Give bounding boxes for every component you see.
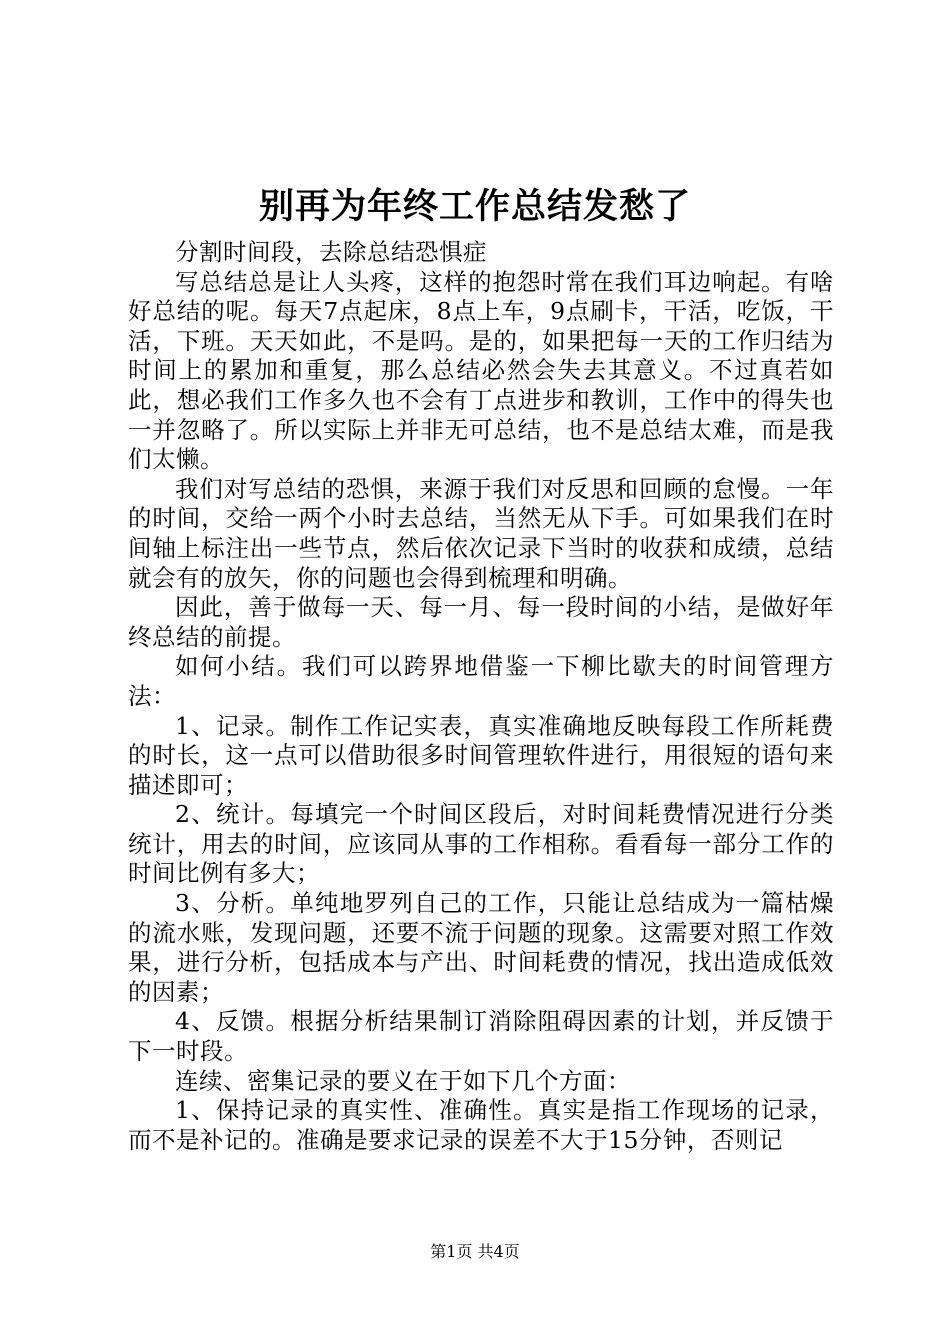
paragraph: 1、记录。制作工作记实表，真实准确地反映每段工作所耗费的时长，这一点可以借助很多时间管理软件进行，用很短的语句来描述即可； <box>128 711 834 799</box>
paragraph: 写总结总是让人头疼，这样的抱怨时常在我们耳边响起。有啥好总结的呢。每天7点起床，8点上车，9点刷卡，干活，吃饭，干活，下班。天天如此，不是吗。是的，如果把每一天的工作归结为时间上的累加和重复，那么总结必然会失去其意义。不过真若如此，想必我们工作多久也不会有丁点进步和教训，工作中的得失也一并忽略了。所以实际上并非无可总结，也不是总结太难，而是我们太懒。 <box>128 267 834 474</box>
document-body <box>128 238 834 1155</box>
paragraph: 连续、密集记录的要义在于如下几个方面： <box>175 1066 631 1095</box>
page-footer: 第1页 共4页 <box>430 1242 520 1261</box>
paragraph: 3、分析。单纯地罗列自己的工作，只能让总结成为一篇枯燥的流水账，发现问题，还要不流于问题的现象。这需要对照工作效果，进行分析，包括成本与产出、时间耗费的情况，找出造成低效的因素； <box>128 889 834 1006</box>
paragraph: 1、保持记录的真实性、准确性。真实是指工作现场的记录，而不是补记的。准确是要求记录的误差不大于15分钟，否则记 <box>128 1096 834 1154</box>
paragraph: 分割时间段，去除总结恐惧症 <box>175 238 487 266</box>
document-title: 别再为年终工作总结发愁了 <box>258 187 691 227</box>
paragraph: 2、统计。每填完一个时间区段后，对时间耗费情况进行分类统计，用去的时间，应该同从事的工作相称。看看每一部分工作的时间比例有多大； <box>128 800 834 888</box>
paragraph: 4、反馈。根据分析结果制订消除阻碍因素的计划，并反馈于下一时段。 <box>128 1007 834 1066</box>
paragraph: 我们对写总结的恐惧，来源于我们对反思和回顾的怠慢。一年的时间，交给一两个小时去总结，当然无从下手。可如果我们在时间轴上标注出一些节点，然后依次记录下当时的收获和成绩，总结就会有的放矢，你的问题也会得到梳理和明确。 <box>128 474 834 592</box>
paragraph: 因此，善于做每一天、每一月、每一段时间的小结，是做好年终总结的前提。 <box>128 593 834 651</box>
paragraph: 如何小结。我们可以跨界地借鉴一下柳比歇夫的时间管理方法： <box>128 652 834 710</box>
